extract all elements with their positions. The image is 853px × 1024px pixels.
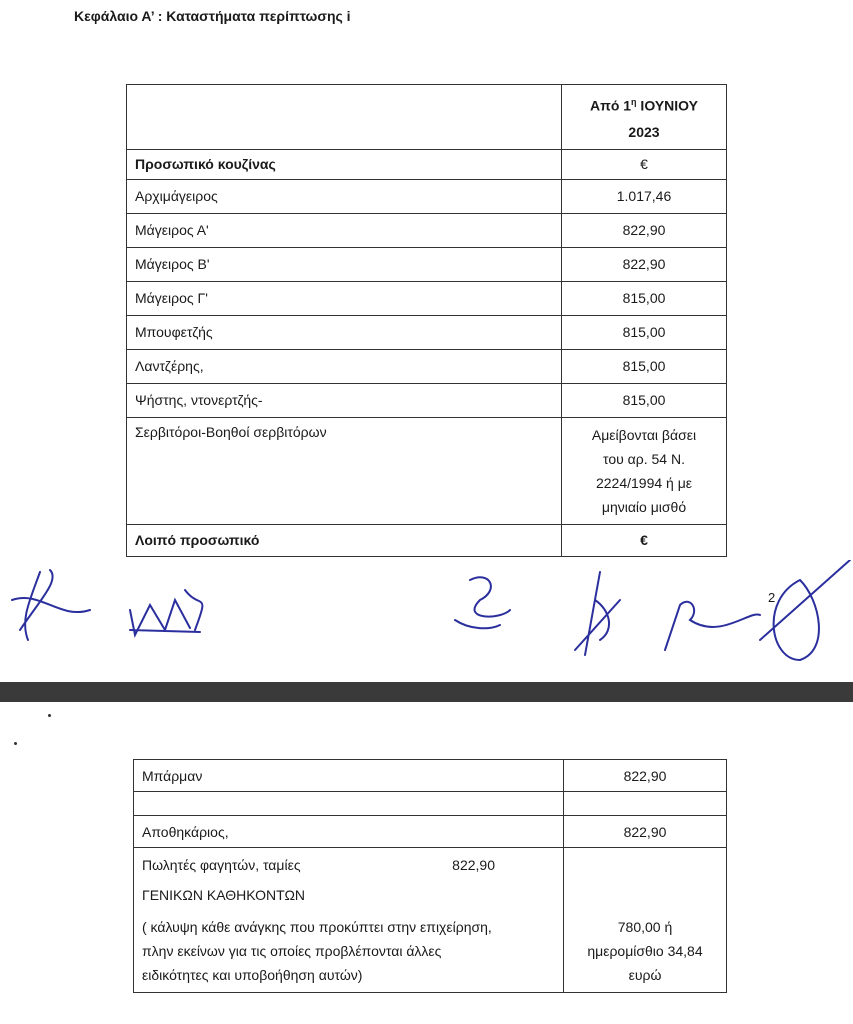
table-row-general-duties xyxy=(134,848,727,993)
salary-value: 822,90 xyxy=(562,213,727,247)
duties-desc-line: πλην εκείνων για τις οποίες προβλέπονται άλλες xyxy=(142,943,442,959)
job-title: Αποθηκάριος, xyxy=(134,816,564,848)
job-title: Μάγειρος Α' xyxy=(127,213,562,247)
table-row xyxy=(127,179,727,213)
job-title: Μπουφετζής xyxy=(127,315,562,349)
empty-header-cell xyxy=(127,85,562,150)
job-title: Μάγειρος Γ' xyxy=(127,281,562,315)
job-title: Σερβιτόροι-Βοηθοί σερβιτόρων xyxy=(127,417,562,524)
table-row xyxy=(127,315,727,349)
empty-cell xyxy=(134,792,564,816)
job-title: Αρχιμάγειρος xyxy=(127,179,562,213)
scan-speck xyxy=(14,742,17,745)
job-title: Ψήστης, ντονερτζής- xyxy=(127,383,562,417)
effective-date-header: Από $1^\eta$ ΙΟΥΝΙΟΥ 2023 xyxy=(562,85,727,150)
duties-desc-line: ειδικότητες και υποβοήθηση αυτών) xyxy=(142,967,363,983)
table-row-waiters xyxy=(127,417,727,524)
salary-table-kitchen xyxy=(126,84,727,557)
table-row xyxy=(127,349,727,383)
table-row xyxy=(134,816,727,848)
salary-value: 1.017,46 xyxy=(562,179,727,213)
salary-value: 815,00 xyxy=(562,315,727,349)
section-row-kitchen xyxy=(127,149,727,179)
section-row-other xyxy=(127,524,727,556)
duties-desc-line: ( κάλυψη κάθε ανάγκης που προκύπτει στην επιχείρηση, xyxy=(142,919,492,935)
table-row xyxy=(127,383,727,417)
job-title: Πωλητές φαγητών, ταμίες xyxy=(142,857,301,873)
salary-value: 815,00 xyxy=(562,349,727,383)
salary-value: 822,90 xyxy=(564,760,727,792)
table-row xyxy=(134,760,727,792)
section-label: Λοιπό προσωπικό xyxy=(127,524,562,556)
salary-value: 815,00 xyxy=(562,383,727,417)
currency-unit: € xyxy=(562,149,727,179)
currency-unit: € xyxy=(562,524,727,556)
document-page-2 xyxy=(0,702,853,1024)
chapter-heading: Κεφάλαιο Α’ : Καταστήματα περίπτωσης i xyxy=(74,8,351,24)
page-number: 2 xyxy=(768,590,776,605)
general-duties-description xyxy=(134,848,564,993)
salary-value: 822,90 xyxy=(562,247,727,281)
job-title: Μάγειρος Β' xyxy=(127,247,562,281)
salary-note: Αμείβονται βάσει του αρ. 54 Ν. 2224/1994 ή με μηνιαίο μισθό xyxy=(562,417,727,524)
salary-table-other xyxy=(133,759,727,993)
table-row xyxy=(127,247,727,281)
page-divider xyxy=(0,682,853,702)
table-row-empty xyxy=(134,792,727,816)
scan-speck xyxy=(48,714,51,717)
salary-value: 822,90 xyxy=(564,816,727,848)
empty-cell xyxy=(564,792,727,816)
duties-heading: ΓΕΝΙΚΩΝ ΚΑΘΗΚΟΝΤΩΝ xyxy=(142,887,306,903)
table-row xyxy=(127,213,727,247)
salary-note: 780,00 ή ημερομίσθιο 34,84 ευρώ xyxy=(564,848,727,993)
section-label: Προσωπικό κουζίνας xyxy=(127,149,562,179)
table-row xyxy=(127,281,727,315)
job-title: Λαντζέρης, xyxy=(127,349,562,383)
handwritten-signatures xyxy=(0,560,853,680)
table-header-row xyxy=(127,85,727,150)
job-title: Μπάρμαν xyxy=(134,760,564,792)
inline-salary-value: 822,90 xyxy=(452,857,495,873)
salary-value: 815,00 xyxy=(562,281,727,315)
